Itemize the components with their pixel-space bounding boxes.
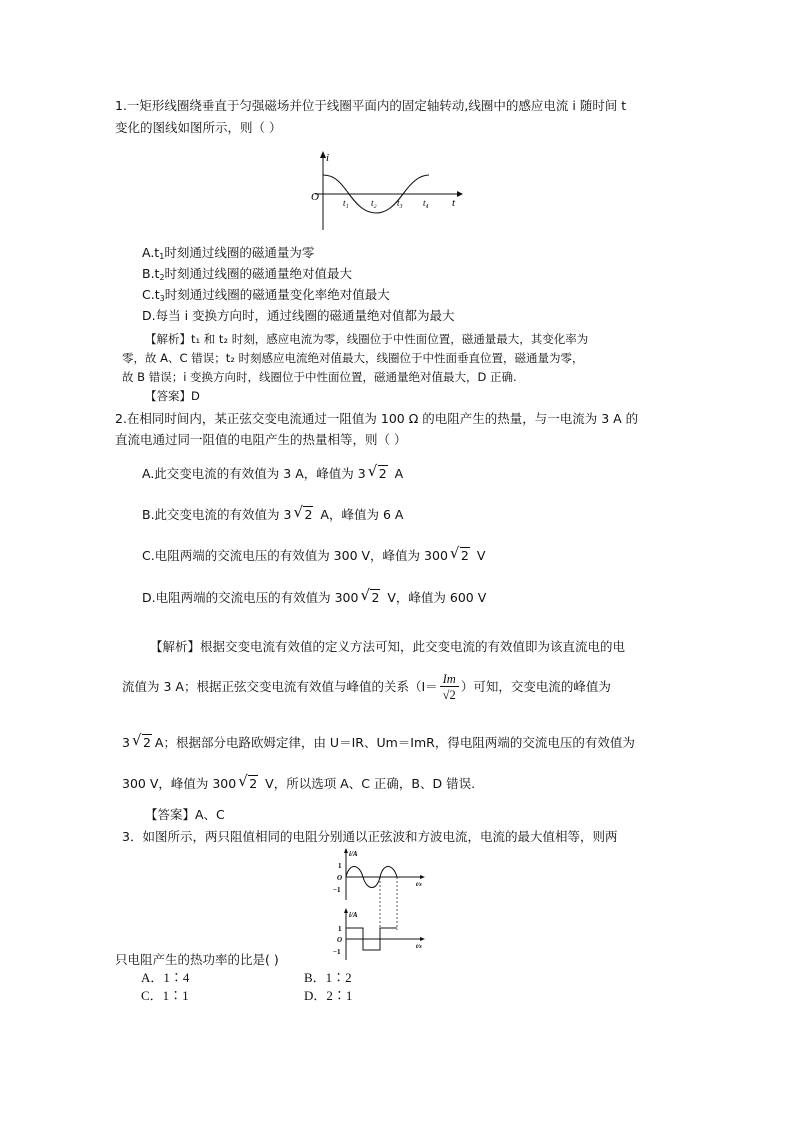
q2-analysis-line4: 300 V，峰值为 300√ 2 V，所以选项 A、C 正确，B、D 错误. [122, 775, 475, 793]
sqrt-sign: √ 2 [361, 589, 380, 607]
q2-analysis-line2: 流值为 3 A；根据正弦交变电流有效值与峰值的关系（I＝ $\frac{Im}{√2}$ ）可知，交变电流的峰值为 [122, 672, 611, 702]
q1-answer: 【答案】D [145, 389, 200, 403]
q1-stem-line1: 1.一矩形线圈绕垂直于匀强磁场并位于线圈平面内的固定轴转动,线圈中的感应电流 i 随时间 t [115, 98, 627, 113]
q1-x-label: t [452, 197, 456, 209]
sqrt-sign: √ 2 [451, 547, 470, 565]
q3-option-d: D．2∶1 [304, 988, 353, 1003]
sqrt-sign: √ 2 [294, 506, 313, 524]
q3-upper-pos: 1 [338, 862, 342, 870]
q3-upper-y-label: i/A [349, 850, 358, 858]
q1-y-label: i [326, 152, 330, 164]
q3-lower-neg: −1 [333, 948, 341, 956]
q3-stem-line2: 只电阻产生的热功率的比是( ) [115, 952, 279, 967]
q2-option-d: D.电阻两端的交流电压的有效值为 300√ 2 V，峰值为 600 V [142, 589, 486, 607]
q2-answer: 【答案】A、C [145, 807, 225, 822]
q2-stem-line2: 直流电通过同一阻值的电阻产生的热量相等，则（ ） [115, 432, 407, 447]
q2-option-c: C.电阻两端的交流电压的有效值为 300 V，峰值为 300√ 2 V [142, 547, 485, 565]
q2-option-b: B.此交变电流的有效值为 3√ 2 A，峰值为 6 A [142, 506, 403, 524]
q3-option-a: A．1∶4 [141, 970, 190, 985]
q1-origin: O [311, 191, 319, 203]
q3-waveform-graphs [332, 848, 432, 962]
q3-lower-x-label: t/s [416, 944, 422, 950]
q1-analysis-line1: 【解析】t₁ 和 t₂ 时刻，感应电流为零，线圈位于中性面位置，磁通量最大，其变化率为 [145, 332, 589, 346]
q1-option-a: $A.t_1$时刻通过线圈的磁通量为零 [142, 245, 315, 261]
q1-analysis-line3: 故 B 错误；i 变换方向时，线圈位于中性面位置，磁通量绝对值最大，D 正确. [122, 370, 517, 384]
q3-lower-y-label: i/A [349, 911, 358, 919]
q3-lower-origin: O [337, 936, 343, 944]
q3-upper-neg: −1 [333, 886, 341, 894]
sqrt-sign: √ 2 [239, 775, 258, 793]
q1-analysis-line2: 零，故 A、C 错误；t₂ 时刻感应电流绝对值最大，线圈位于中性面垂直位置，磁通量为零， [122, 351, 584, 365]
q2-analysis-line3: 3√ 2 A；根据部分电路欧姆定律，由 U＝IR、Um＝ImR，得电阻两端的交流电压的有效值为 [122, 734, 635, 752]
q2-analysis-line1: 【解析】根据交变电流有效值的定义方法可知，此交变电流的有效值即为该直流电的电 [150, 639, 626, 654]
q1-tick-t2: t₂ [371, 198, 377, 208]
peak-over-root2-fraction: $\frac{Im}{√2}$ [440, 672, 459, 703]
q1-sine-graph [305, 148, 465, 234]
sqrt-sign: √ 2 [369, 465, 388, 483]
q1-tick-t3: t₃ [397, 198, 403, 208]
q2-option-a: A.此交变电流的有效值为 3 A，峰值为 3√ 2 A [142, 465, 403, 483]
q3-lower-pos: 1 [338, 925, 342, 933]
sqrt-sign: √ 2 [133, 734, 152, 752]
q1-option-b: $B.t_2$时刻通过线圈的磁通量绝对值最大 [142, 266, 353, 282]
q2-stem-line1: 2.在相同时间内，某正弦交变电流通过一阻值为 100 Ω 的电阻产生的热量，与一电流为 3 A 的 [115, 411, 639, 426]
q3-upper-origin: O [337, 874, 343, 882]
q1-stem-line2: 变化的图线如图所示，则（ ） [115, 120, 282, 135]
q3-option-c: C．1∶1 [141, 988, 189, 1003]
q3-stem-line1: 3．如图所示，两只阻值相同的电阻分别通以正弦波和方波电流，电流的最大值相等，则两 [122, 829, 618, 844]
q3-option-b: B．1∶2 [304, 970, 352, 985]
q1-option-d: D.每当 i 变换方向时，通过线圈的磁通量绝对值都为最大 [142, 308, 455, 323]
q1-tick-t1: t₁ [343, 198, 349, 208]
q1-option-c: $C.t_3$时刻通过线圈的磁通量变化率绝对值最大 [142, 287, 390, 303]
q1-tick-t4: t₄ [423, 198, 429, 208]
q3-upper-x-label: t/s [416, 882, 422, 888]
